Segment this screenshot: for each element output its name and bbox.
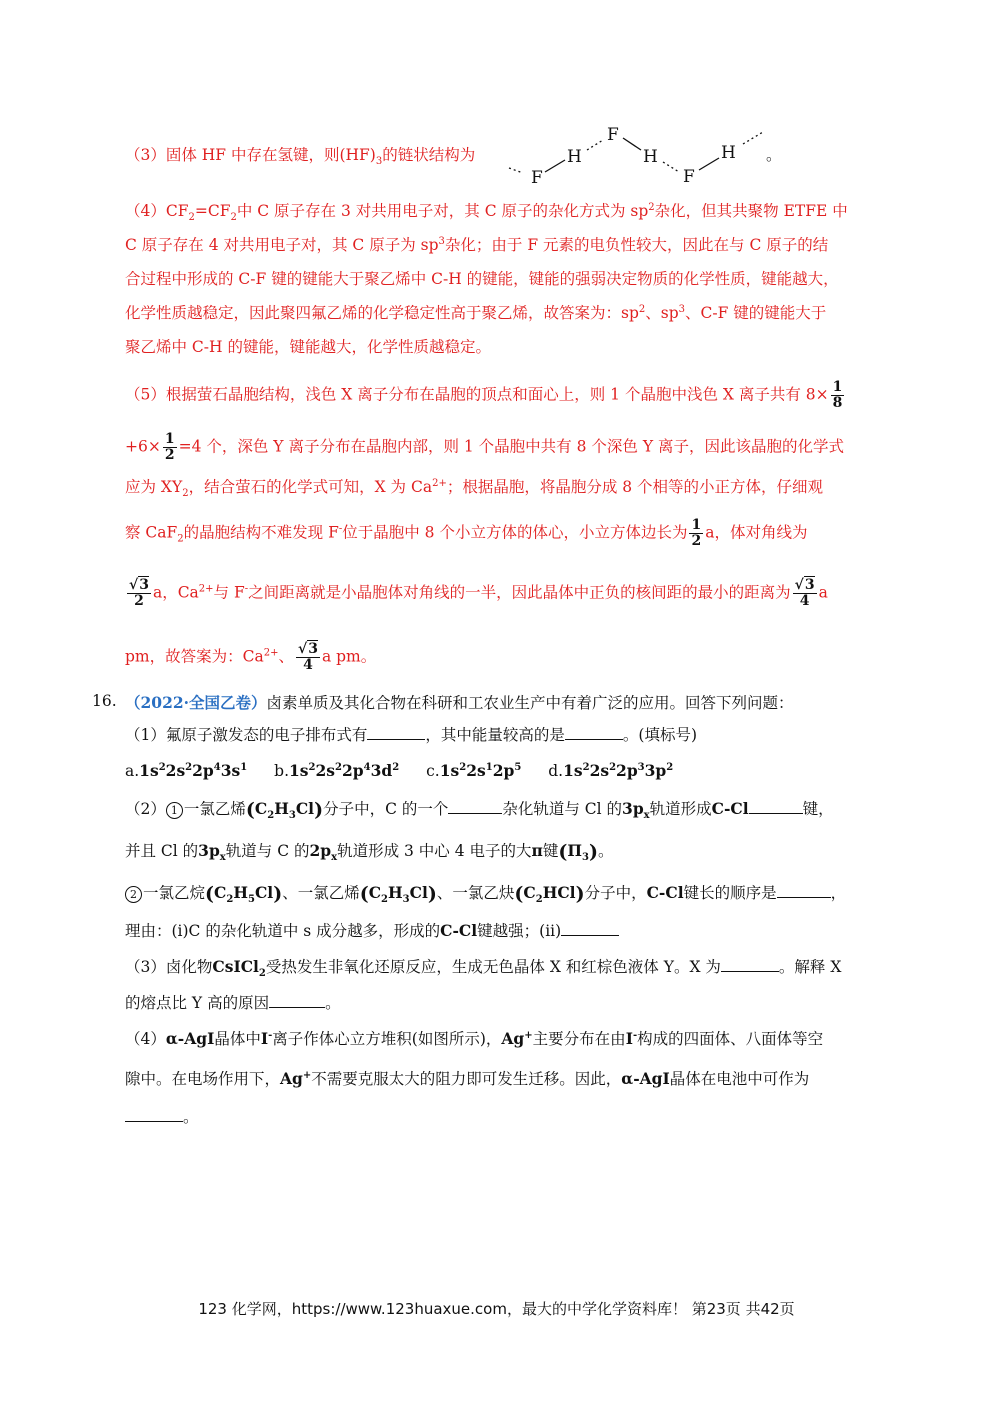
q16-part3-line2: 的熔点比 Y 高的原因 。 (125, 994, 341, 1012)
answer-4-line5: 聚乙烯中 C-H 的键能，键能越大，化学性质越稳定。 (125, 338, 491, 356)
atom-f-2: F (607, 125, 619, 145)
answer-5-line4: 察 CaF$_2$的晶胞结构不难发现 F-位于晶胞中 8 个小立方体的体心，小立方体边长为 $\frac{1}{2}$ a，体对角线为 (125, 517, 808, 549)
q16-part3-line1: （3）卤化物CsICl$_2$受热发生非氧化还原反应，生成无色晶体 X 和红棕色液体 Y。X 为 。解释 X (125, 957, 842, 980)
answer-5-line2: +6× $\frac{1}{2}$ =4 个，深色 Y 离子分布在晶胞内部，则 1 个晶胞中共有 8 个深色 Y 离子，因此该晶胞的化学式 (125, 431, 844, 463)
hf-chain-diagram (505, 120, 785, 190)
q16-part2-line3: 2 一氯乙烷$(C_2H_5Cl)$、一氯乙烯$(C_2H_3Cl)$、一氯乙炔$(C_2HCl)$分子中，C-Cl键长的顺序是 ， (125, 882, 846, 905)
answer-4-line2: C 原子存在 4 对共用电子对，其 C 原子为 $sp^3$杂化；由于 F 元素的电负性较大，因此在与 C 原子的结 (125, 235, 829, 254)
atom-f-1: F (531, 168, 543, 188)
answer-5-line6: pm，故答案为：$Ca^{2+}$、 $\frac{√3}{4}$ a pm。 (125, 641, 377, 673)
answer-5-line1: （5）根据萤石晶胞结构，浅色 X 离子分布在晶胞的顶点和面心上，则 1 个晶胞中浅色 X 离子共有 8× $\frac{1}{8}$ (125, 379, 843, 411)
q16-part2-line1: （2） 1 一氯乙烯$(C_2H_3Cl)$分子中，C 的一个 杂化轨道与 Cl 的$3p_x$轨道形成C-Cl 键， (125, 799, 834, 822)
atom-f-3: F (683, 167, 695, 187)
answer-5-line5: $\frac{√3}{2}$ a，$Ca^{2+}$与 F-之间距离就是小晶胞体对角线的一半，因此晶体中正负的核间距的最小的距离为 $\frac{√3}{4}$ a (129, 577, 828, 609)
q16-part4-line1: （4）α-AgI晶体中I-离子作体心立方堆积(如图所示)，Ag+主要分布在由I-构成的四面体、八面体等空 (125, 1029, 824, 1048)
answer-4-line4: 化学性质越稳定，因此聚四氟乙烯的化学稳定性高于聚乙烯，故答案为：$sp^2$、$sp^3$、C-F 键的键能大于 (125, 303, 827, 322)
atom-h-1: H (567, 147, 582, 167)
source-tag: （2022·全国乙卷） (125, 693, 267, 712)
page-footer: 123 化学网，https://www.123huaxue.com，最大的中学化学资料库！ 第23页 共42页 (198, 1300, 795, 1318)
q16-part4-line2: 隙中。在电场作用下，Ag+不需要克服太大的阻力即可发生迁移。因此，α-AgI晶体在电池中可作为 (125, 1069, 810, 1088)
question-16-intro: （2022·全国乙卷）卤素单质及其化合物在科研和工农业生产中有着广泛的应用。回答下列问题： (125, 693, 794, 712)
atom-h-3: H (721, 143, 736, 163)
answer-3: （3）固体 HF 中存在氢键，则$(HF)_3$的链状结构为 (125, 146, 476, 168)
atom-h-2: H (643, 147, 658, 167)
q16-part4-line3: 。 (125, 1106, 199, 1128)
answer-3-end: 。 (766, 146, 782, 164)
question-number: 16. (92, 692, 117, 710)
answer-5-line3: 应为 $XY_2$，结合萤石的化学式可知，X 为 $Ca^{2+}$；根据晶胞，将晶胞分成 8 个相等的小正方体，仔细观 (125, 477, 824, 500)
answer-4-line3: 合过程中形成的 C-F 键的键能大于聚乙烯中 C-H 的键能，键能的强弱决定物质的化学性质，键能越大， (125, 270, 839, 288)
q16-part2-line2: 并且 Cl 的$3p_x$轨道与 C 的$2p_x$轨道形成 3 中心 4 电子的大π键$(\Pi_3)$。 (125, 841, 614, 864)
q16-part2-line4: 理由：(i)C 的杂化轨道中 s 成分越多，形成的C-Cl键越强；(ii) (125, 920, 619, 942)
q16-options: $a.1s^22s^22p^43s^1$ $b.1s^22s^22p^43d^2$ $c.1s^22s^12p^5$ $d.1s^22s^22p^33p^2$ (125, 761, 674, 780)
q16-part1: （1）氟原子激发态的电子排布式有 ，其中能量较高的是 。(填标号) (125, 726, 697, 744)
answer-4-line1: $(4)CF_2=CF_2$中 C 原子存在 3 对共用电子对，其 C 原子的杂化方式为 $sp^2$杂化，但其共聚物 ETFE 中 (125, 201, 848, 224)
